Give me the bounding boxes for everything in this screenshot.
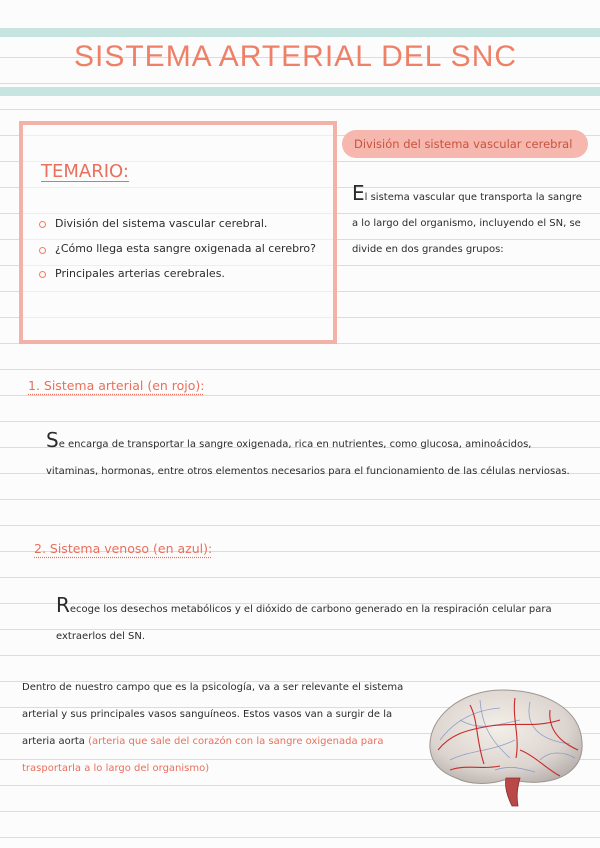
aorta-note: (arteria que sale del corazón con la sangre oxigenada para trasportarla a lo largo del organismo) bbox=[22, 736, 384, 774]
venoso-paragraph: Recoge los desechos metabólicos y el dióxido de carbono generado en la respiración celular para extraerlos del SN. bbox=[56, 593, 552, 642]
arterial-paragraph: Se encarga de transportar la sangre oxigenada, rica en nutrientes, como glucosa, aminoácidos, vitaminas, hormonas, entre otros elementos necesarios para el funcionamiento de las células nerviosas. bbox=[46, 428, 570, 477]
division-heading: División del sistema vascular cerebral bbox=[342, 130, 588, 158]
division-paragraph: El sistema vascular que transporta la sangre a lo largo del organismo, incluyendo el SN, se divide en dos grandes grupos: bbox=[352, 181, 582, 255]
temario-item: Principales arterias cerebrales. bbox=[39, 261, 329, 287]
page-title: SISTEMA ARTERIAL DEL SNC bbox=[74, 40, 518, 73]
brain-vessels-illustration bbox=[420, 680, 592, 810]
drop-cap: E bbox=[352, 181, 365, 205]
temario-heading: TEMARIO: bbox=[41, 161, 129, 182]
venoso-heading: 2. Sistema venoso (en azul): bbox=[34, 541, 213, 556]
bullet-icon bbox=[39, 247, 46, 254]
drop-cap: S bbox=[46, 428, 59, 452]
title-underline-band bbox=[0, 87, 600, 96]
drop-cap: R bbox=[56, 593, 70, 617]
temario-item: División del sistema vascular cerebral. bbox=[39, 211, 329, 237]
temario-box bbox=[19, 121, 337, 344]
bullet-icon bbox=[39, 271, 46, 278]
closing-paragraph: Dentro de nuestro campo que es la psicología, va a ser relevante el sistema arterial y sus principales vasos sanguíneos. Estos vasos van a surgir de la arteria aorta (arteria que sale del corazón con la sangre oxigenada para trasportarla a lo largo del organismo) bbox=[22, 682, 404, 774]
arterial-heading: 1. Sistema arterial (en rojo): bbox=[28, 378, 205, 393]
bullet-icon bbox=[39, 221, 46, 228]
top-decorative-band bbox=[0, 28, 600, 37]
temario-list bbox=[39, 211, 329, 287]
temario-item: ¿Cómo llega esta sangre oxigenada al cerebro? bbox=[39, 237, 329, 261]
